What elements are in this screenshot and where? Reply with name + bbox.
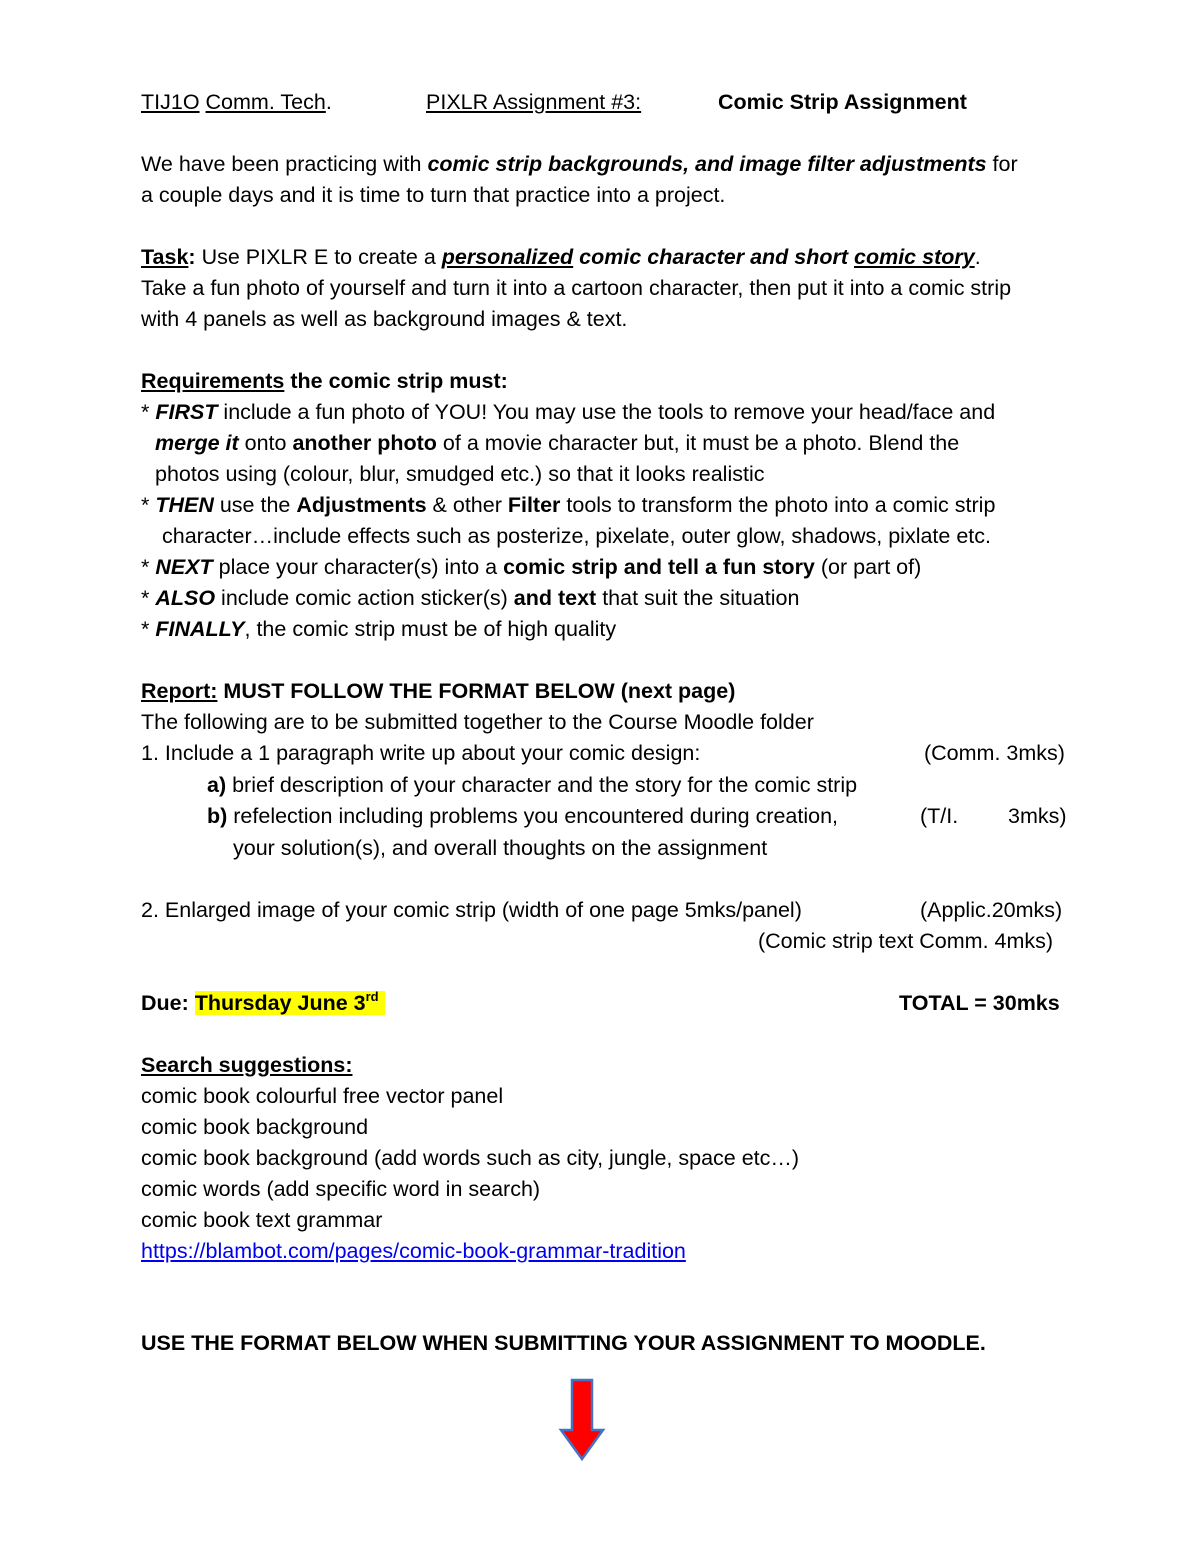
search-item: comic words (add specific word in search)	[141, 1177, 541, 1201]
requirement-finally: * FINALLY, the comic strip must be of high quality	[141, 617, 617, 641]
task-personalized: personalized	[441, 245, 574, 269]
search-item: comic book colourful free vector panel	[141, 1084, 504, 1108]
requirements-heading: Requirements the comic strip must:	[141, 369, 508, 393]
report-item-2: 2. Enlarged image of your comic strip (width of one page 5mks/panel)	[141, 898, 802, 922]
task-comic-story: comic story	[854, 245, 975, 269]
report-label: Report:	[141, 679, 218, 703]
search-heading: Search suggestions:	[141, 1053, 353, 1077]
report-item-2-marks: (Applic.20mks)	[920, 898, 1063, 922]
intro-emphasis: comic strip backgrounds, and image filter adjustments	[427, 152, 987, 176]
report-item-2-marks-text: (Comic strip text Comm. 4mks)	[758, 929, 1054, 953]
course-code: TIJ1O	[141, 90, 200, 114]
page-title: Comic Strip Assignment	[718, 90, 967, 114]
intro-line-1: We have been practicing with comic strip backgrounds, and image filter adjustments for	[141, 152, 1018, 176]
header-line	[141, 89, 332, 115]
intro-line-2: a couple days and it is time to turn that practice into a project.	[141, 183, 726, 207]
report-item-b-marks-b: 3mks)	[1008, 804, 1067, 828]
report-heading: Report: MUST FOLLOW THE FORMAT BELOW (next page)	[141, 679, 736, 703]
search-item: comic book background	[141, 1115, 369, 1139]
requirement-first-blend: photos using (colour, blur, smudged etc.) so that it looks realistic	[155, 462, 765, 486]
report-item-a: a) brief description of your character and the story for the comic strip	[207, 773, 858, 797]
report-item-b-line-2: your solution(s), and overall thoughts on the assignment	[233, 836, 768, 860]
requirement-next: * NEXT place your character(s) into a comic strip and tell a fun story (or part of)	[141, 555, 922, 579]
assignment-number: PIXLR Assignment #3:	[426, 90, 642, 114]
task-line-3: with 4 panels as well as background images & text.	[141, 307, 628, 331]
task-line-2: Take a fun photo of yourself and turn it into a cartoon character, then put it into a comic strip	[141, 276, 1012, 300]
course-name: Comm. Tech	[205, 90, 326, 114]
report-item-b: b) refelection including problems you encountered during creation,	[207, 804, 839, 828]
report-submit-text: The following are to be submitted together to the Course Moodle folder	[141, 710, 814, 734]
submission-instruction: USE THE FORMAT BELOW WHEN SUBMITTING YOUR ASSIGNMENT TO MOODLE.	[141, 1331, 986, 1355]
task-label: Task	[141, 245, 189, 269]
search-item: comic book text grammar	[141, 1208, 383, 1232]
report-item-1-marks: (Comm. 3mks)	[924, 741, 1065, 765]
requirements-label: Requirements	[141, 369, 285, 393]
requirement-first-merge: merge it onto another photo of a movie character but, it must be a photo. Blend the	[155, 431, 960, 455]
requirement-also: * ALSO include comic action sticker(s) and text that suit the situation	[141, 586, 800, 610]
due-line: Due: Thursday June 3rd	[141, 990, 385, 1016]
comic-grammar-link[interactable]: https://blambot.com/pages/comic-book-grammar-tradition	[141, 1239, 686, 1263]
report-item-1: 1. Include a 1 paragraph write up about your comic design:	[141, 741, 701, 765]
search-item: comic book background (add words such as city, jungle, space etc…)	[141, 1146, 800, 1170]
course-period: .	[325, 90, 332, 114]
total-marks: TOTAL = 30mks	[899, 991, 1060, 1015]
requirement-first: * FIRST include a fun photo of YOU! You may use the tools to remove your head/face and	[141, 400, 996, 424]
requirement-then-effects: character…include effects such as posterize, pixelate, outer glow, shadows, pixlate etc.	[162, 524, 991, 548]
search-link-line	[141, 1238, 686, 1264]
due-date: Thursday June 3rd	[195, 991, 385, 1015]
task-line-1: Task: Use PIXLR E to create a personalized comic character and short comic story.	[141, 245, 981, 269]
due-label: Due	[141, 991, 182, 1015]
report-item-b-marks-a: (T/I.	[920, 804, 959, 828]
down-arrow-icon	[558, 1378, 606, 1462]
requirement-then: * THEN use the Adjustments & other Filter tools to transform the photo into a comic strip	[141, 493, 996, 517]
